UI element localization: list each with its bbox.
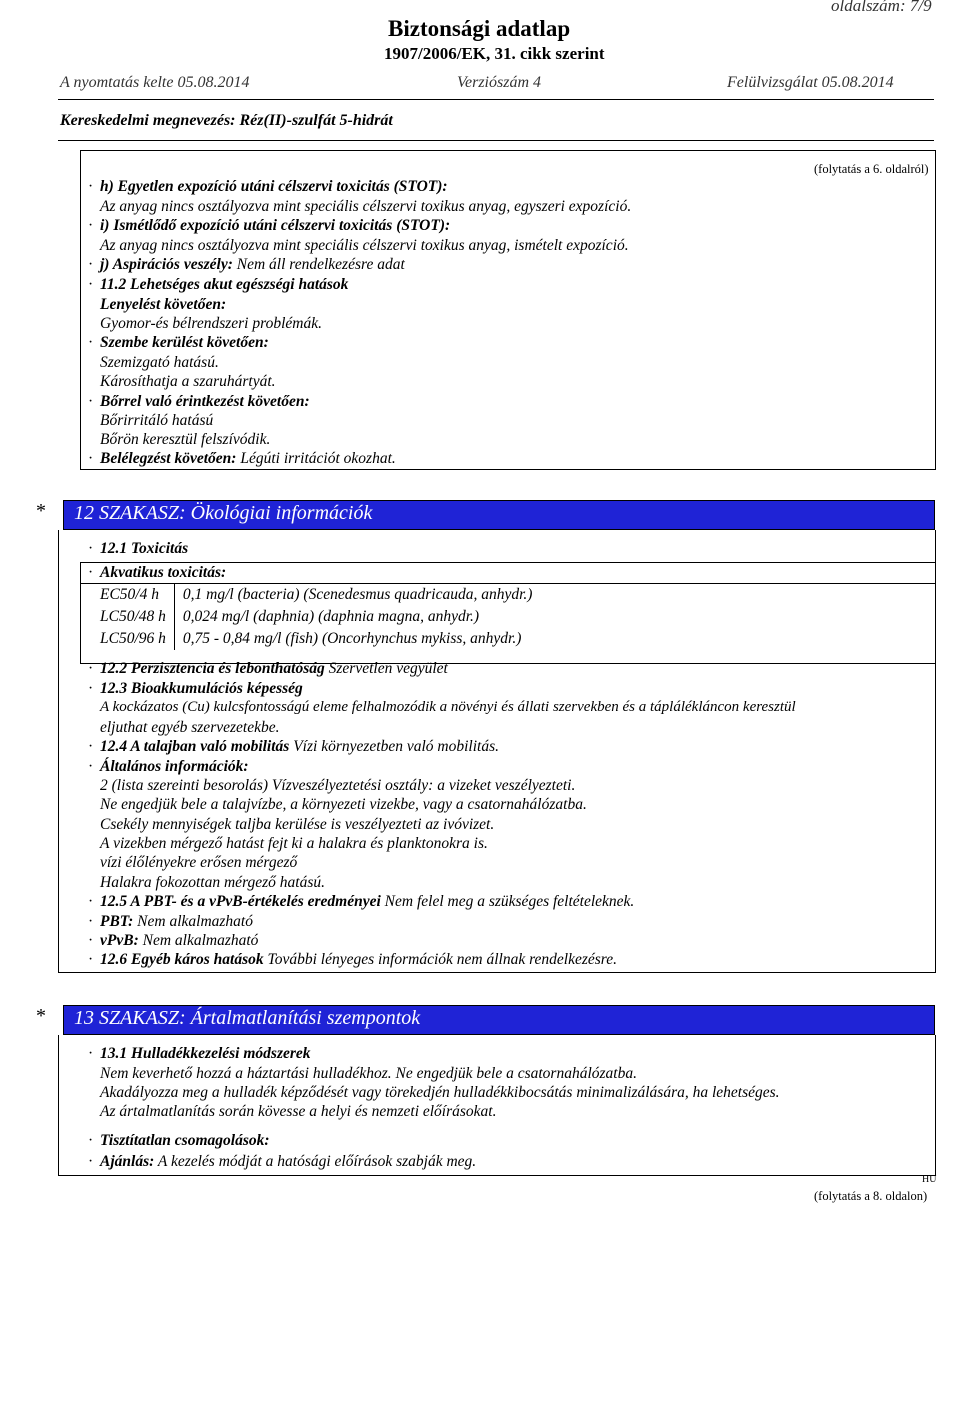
pbt-vpvb-assessment-line xyxy=(100,893,634,911)
stot-single-text: Az anyag nincs osztályozva mint speciális célszervi toxikus anyag, egyszeri expozíció. xyxy=(100,198,632,215)
general-info-line: Halakra fokozottan mérgező hatású. xyxy=(100,874,326,891)
bullet: · xyxy=(88,450,94,467)
continued-on: (folytatás a 8. oldalon) xyxy=(814,1189,928,1203)
aquatic-toxicity-heading: Akvatikus toxicitás: xyxy=(100,564,227,581)
other-effects-text: További lényeges információk nem állnak rendelkezésre. xyxy=(267,951,618,968)
general-info-line: A vizekben mérgező hatást fejt ki a halakra és planktonokra is. xyxy=(100,835,488,852)
aspiration-text: Nem áll rendelkezésre adat xyxy=(236,256,405,273)
inhalation-heading: Belélegzést követően: xyxy=(100,450,237,467)
document-title: Biztonsági adatlap xyxy=(388,16,571,41)
section-12-title: 12 SZAKASZ: Ökológiai információk xyxy=(74,502,373,524)
bioaccumulation-heading: 12.3 Bioakkumulációs képesség xyxy=(100,680,303,697)
pbt-heading: PBT: xyxy=(100,913,134,930)
bullet: · xyxy=(88,738,94,755)
persistence-line xyxy=(100,660,448,678)
table-cell-value: 0,1 mg/l (bacteria) (Scenedesmus quadricauda, anhydr.) xyxy=(182,586,533,603)
inhalation-text: Légúti irritációt okozhat. xyxy=(240,450,396,467)
table-cell-value: 0,75 - 0,84 mg/l (fish) (Oncorhynchus mykiss, anhydr.) xyxy=(182,630,522,647)
toxicity-heading: 12.1 Toxicitás xyxy=(100,540,189,557)
persistence-text: Szervetlen vegyület xyxy=(328,660,448,677)
stot-repeated-text: Az anyag nincs osztályozva mint speciális célszervi toxikus anyag, ismételt expozíció. xyxy=(100,237,629,254)
persistence-heading: 12.2 Perzisztencia és lebonthatóság xyxy=(100,660,325,677)
aquatic-toxicity-table xyxy=(92,584,540,650)
page-number: oldalszám: 7/9 xyxy=(831,0,932,15)
general-info-line: vízi élőlényekre erősen mérgező xyxy=(100,854,298,871)
pbt-vpvb-assessment-heading: 12.5 A PBT- és a vPvB-értékelés eredményei xyxy=(100,893,381,910)
ingestion-text: Gyomor-és bélrendszeri problémák. xyxy=(100,315,322,332)
bullet: · xyxy=(88,913,94,930)
vpvb-heading: vPvB: xyxy=(100,932,139,949)
bullet: · xyxy=(88,1153,94,1170)
other-effects-heading: 12.6 Egyéb káros hatások xyxy=(100,951,264,968)
revision-marker: * xyxy=(36,1005,46,1027)
waste-methods-heading: 13.1 Hulladékkezelési módszerek xyxy=(100,1045,311,1062)
mobility-heading: 12.4 A talajban való mobilitás xyxy=(100,738,290,755)
pbt-line xyxy=(100,913,253,931)
eye-text-1: Szemizgató hatású. xyxy=(100,354,219,371)
continued-from: (folytatás a 6. oldalról) xyxy=(814,162,929,176)
print-date: A nyomtatás kelte 05.08.2014 xyxy=(60,74,250,91)
header-divider xyxy=(58,99,934,100)
revision-marker: * xyxy=(36,500,46,522)
document-subtitle: 1907/2006/EK, 31. cikk szerint xyxy=(384,44,605,63)
vpvb-text: Nem alkalmazható xyxy=(142,932,259,949)
bullet: · xyxy=(88,660,94,677)
table-cell-value: 0,024 mg/l (daphnia) (daphnia magna, anhydr.) xyxy=(182,608,480,625)
waste-methods-line: Akadályozza meg a hulladék képződését vagy törekedjén hulladékkibocsátás minimalizálására, ha lehetséges. xyxy=(100,1084,780,1101)
bullet: · xyxy=(88,1132,94,1149)
bullet: · xyxy=(88,178,94,195)
inhalation-line xyxy=(100,450,396,468)
bullet: · xyxy=(88,540,94,557)
waste-methods-line: Nem keverhető hozzá a háztartási hulladékhoz. Ne engedjük bele a csatornahálózatba. xyxy=(100,1065,637,1082)
bullet: · xyxy=(88,393,94,410)
table-row xyxy=(92,606,540,628)
section-13-title: 13 SZAKASZ: Ártalmatlanítási szempontok xyxy=(74,1007,421,1029)
packaging-heading: Tisztítatlan csomagolások: xyxy=(100,1132,270,1149)
bullet: · xyxy=(88,680,94,697)
bullet: · xyxy=(88,893,94,910)
stot-repeated-heading: i) Ismétlődő expozíció utáni célszervi toxicitás (STOT): xyxy=(100,217,451,234)
general-info-line: Ne engedjük bele a talajvízbe, a környezeti vizekbe, vagy a csatornahálózatba. xyxy=(100,796,587,813)
pbt-vpvb-assessment-text: Nem felel meg a szükséges feltételeknek. xyxy=(384,893,635,910)
eye-heading: Szembe kerülést követően: xyxy=(100,334,269,351)
pbt-text: Nem alkalmazható xyxy=(137,913,253,930)
mobility-text: Vízi környezetben való mobilitás. xyxy=(293,738,499,755)
skin-text-1: Bőrirritáló hatású xyxy=(100,412,214,429)
recommendation-line xyxy=(100,1153,476,1171)
recommendation-text: A kezelés módját a hatósági előírások szabják meg. xyxy=(157,1153,477,1170)
trade-name: Kereskedelmi megnevezés: Réz(II)-szulfát 5-hidrát xyxy=(60,112,393,129)
bullet: · xyxy=(88,334,94,351)
table-cell-param: EC50/4 h xyxy=(92,584,174,606)
stot-single-heading: h) Egyetlen expozíció utáni célszervi toxicitás (STOT): xyxy=(100,178,448,195)
table-row xyxy=(92,628,540,650)
eye-text-2: Károsíthatja a szaruhártyát. xyxy=(100,373,276,390)
skin-text-2: Bőrön keresztül felszívódik. xyxy=(100,431,271,448)
skin-heading: Bőrrel való érintkezést követően: xyxy=(100,393,310,410)
section-12-header xyxy=(63,500,935,530)
bullet: · xyxy=(88,217,94,234)
bioaccumulation-text-2: eljuthat egyéb szervezetekbe. xyxy=(100,719,280,736)
bullet: · xyxy=(88,564,94,581)
table-cell-param: LC50/96 h xyxy=(92,628,174,650)
aspiration-heading: j) Aspirációs veszély: xyxy=(100,256,233,273)
general-info-line: 2 (lista szereinti besorolás) Vízveszélyeztetési osztály: a vizeket veszélyezteti. xyxy=(100,777,576,794)
mobility-line xyxy=(100,738,499,756)
section-13-header xyxy=(63,1005,935,1035)
ingestion-heading: Lenyelést követően: xyxy=(100,296,227,313)
language-code: HU xyxy=(922,1174,937,1185)
acute-effects-heading: 11.2 Lehetséges akut egészségi hatások xyxy=(100,276,349,293)
bioaccumulation-text-1: A kockázatos (Cu) kulcsfontosságú eleme felhalmozódik a növényi és állati szervekben és a táplálékláncon keresztül xyxy=(100,699,796,715)
bullet: · xyxy=(88,1045,94,1062)
bullet: · xyxy=(88,932,94,949)
bullet: · xyxy=(88,758,94,775)
trade-name-divider xyxy=(58,140,934,141)
revision-date: Felülvizsgálat 05.08.2014 xyxy=(727,74,894,91)
bullet: · xyxy=(88,951,94,968)
recommendation-heading: Ajánlás: xyxy=(100,1153,155,1170)
table-cell-param: LC50/48 h xyxy=(92,606,174,628)
bullet: · xyxy=(88,256,94,273)
other-effects-line xyxy=(100,951,617,969)
bullet: · xyxy=(88,276,94,293)
aspiration-line xyxy=(100,256,405,274)
general-info-heading: Általános információk: xyxy=(100,758,249,775)
vpvb-line xyxy=(100,932,258,950)
table-row xyxy=(92,584,540,606)
version: Verziószám 4 xyxy=(457,74,542,91)
waste-methods-line: Az ártalmatlanítás során kövesse a helyi és nemzeti előírásokat. xyxy=(100,1103,497,1120)
general-info-line: Csekély mennyiségek taljba kerülése is veszélyezteti az ivóvizet. xyxy=(100,816,495,833)
